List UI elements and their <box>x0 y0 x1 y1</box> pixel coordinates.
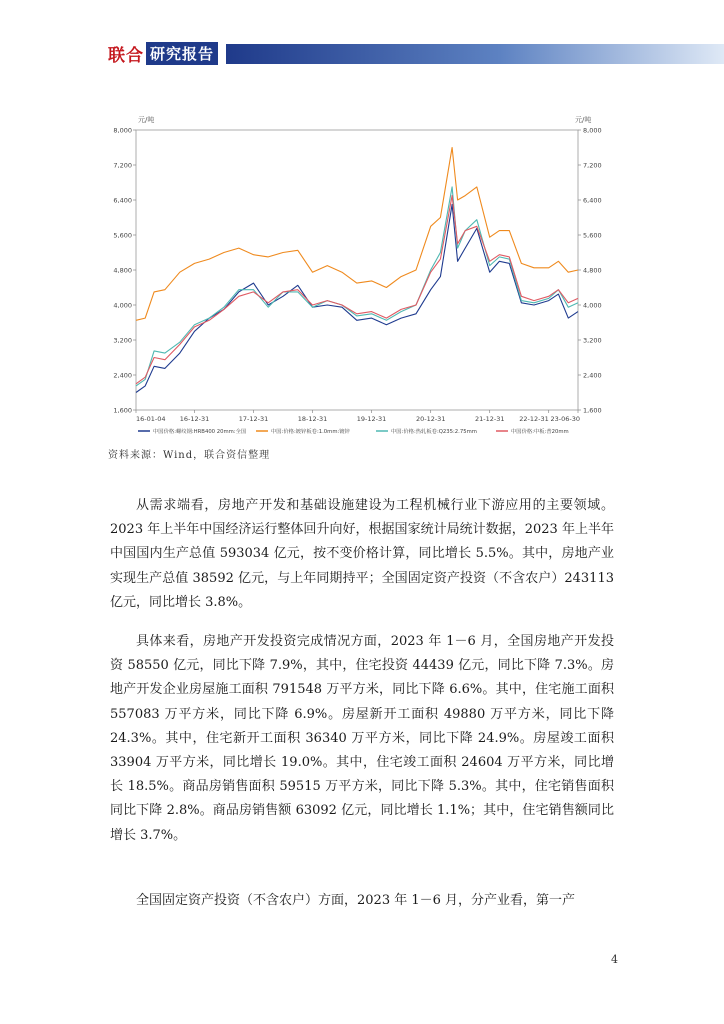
y-tick-label-right: 4,000 <box>583 301 602 310</box>
x-tick-label: 23-06-30 <box>550 415 580 423</box>
y-tick-label-left: 7,200 <box>113 161 132 170</box>
paragraph-real-estate: 具体来看，房地产开发投资完成情况方面，2023 年 1－6 月，全国房地产开发投资 58550 亿元，同比下降 7.9%，其中，住宅投资 44439 亿元，同比下降 7.3%。房地产开发企业房屋施工面积 791548 万平方米，同比下降 6.6%。其中，住宅施工面积 557083 万平方米，同比下降 6.9%。房屋新开工面积 49880 万平方米，同比下降 24.3%。其中，住宅新开工面积 36340 万平方米，同比下降 24.9%。房屋竣工面积 33904 万平方米，同比增长 19.0%。其中，住宅竣工面积 24604 万平方米，同比增长 18.5%。商品房销售面积 59515 万平方米，同比下降 5.3%。其中，住宅销售面积同比下降 2.8%。商品房销售额 63092 亿元，同比增长 1.1%；其中，住宅销售额同比增长 3.7%。 <box>110 634 614 843</box>
paragraph-demand: 从需求端看，房地产开发和基础设施建设为工程机械行业下游应用的主要领域。2023 年上半年中国经济运行整体回升向好，根据国家统计局统计数据，2023 年上半年中国国内生产总值 593034 亿元，按不变价格计算，同比增长 5.5%。其中，房地产业实现生产总值 38592 亿元，与上年同期持平；全国固定资产投资（不含农户）243113 亿元，同比增长 3.8%。 <box>110 498 614 610</box>
x-tick-label: 19-12-31 <box>356 415 387 423</box>
series-line-3 <box>136 187 578 386</box>
paragraph-fixed-asset: 全国固定资产投资（不含农户）方面，2023 年 1－6 月，分产业看，第一产 <box>136 893 576 908</box>
y-tick-label-right: 2,400 <box>583 371 602 380</box>
series-line-2 <box>136 148 578 321</box>
right-axis-unit: 元/吨 <box>575 116 592 124</box>
source-note: 资料来源：Wind，联合资信整理 <box>108 450 271 461</box>
x-tick-label: 22-12-31 <box>519 415 549 423</box>
series-lines <box>136 148 578 393</box>
series-line-4 <box>136 196 578 384</box>
y-tick-label-left: 8,000 <box>113 126 132 135</box>
legend-label-4: 中国价格:中板:普20mm <box>511 429 569 435</box>
y-tick-label-right: 1,600 <box>583 406 602 415</box>
chart-svg <box>108 108 618 468</box>
y-tick-label-right: 8,000 <box>583 126 602 135</box>
page-number: 4 <box>611 953 618 966</box>
legend-label-1: 中国价格:螺纹钢:HRB400 20mm:全国 <box>153 429 247 435</box>
brand-red-text: 联合 <box>108 45 144 66</box>
header-gradient-bar <box>226 44 724 64</box>
steel-price-chart <box>108 108 618 468</box>
x-tick-label: 16-12-31 <box>179 415 210 423</box>
y-tick-label-left: 5,600 <box>113 231 132 240</box>
brand-logo <box>108 42 218 64</box>
legend-label-3: 中国:价格:热轧板卷:Q235:2.75mm <box>391 429 477 435</box>
y-tick-label-left: 4,800 <box>113 266 132 275</box>
y-tick-label-right: 6,400 <box>583 196 602 205</box>
y-tick-label-right: 4,800 <box>583 266 602 275</box>
chart-legend <box>138 427 569 435</box>
x-tick-label: 21-12-31 <box>474 415 505 423</box>
y-tick-label-right: 5,600 <box>583 231 602 240</box>
legend-label-2: 中国:价格:镀锌板卷:1.0mm:镀锌 <box>271 429 350 435</box>
brand-blue-text: 研究报告 <box>146 42 218 65</box>
y-tick-label-left: 1,600 <box>113 406 132 415</box>
report-header <box>108 42 724 64</box>
x-tick-label: 16-01-04 <box>136 415 166 423</box>
left-axis-unit: 元/吨 <box>138 116 155 124</box>
y-tick-label-right: 3,200 <box>583 336 602 345</box>
x-tick-label: 18-12-31 <box>297 415 328 423</box>
y-tick-label-left: 4,000 <box>113 301 132 310</box>
axis-ticks <box>113 127 601 424</box>
x-tick-label: 20-12-31 <box>415 415 446 423</box>
series-line-1 <box>136 204 578 392</box>
y-tick-label-left: 3,200 <box>113 336 132 345</box>
x-tick-label: 17-12-31 <box>238 415 269 423</box>
y-tick-label-right: 7,200 <box>583 161 602 170</box>
y-tick-label-left: 6,400 <box>113 196 132 205</box>
y-tick-label-left: 2,400 <box>113 371 132 380</box>
